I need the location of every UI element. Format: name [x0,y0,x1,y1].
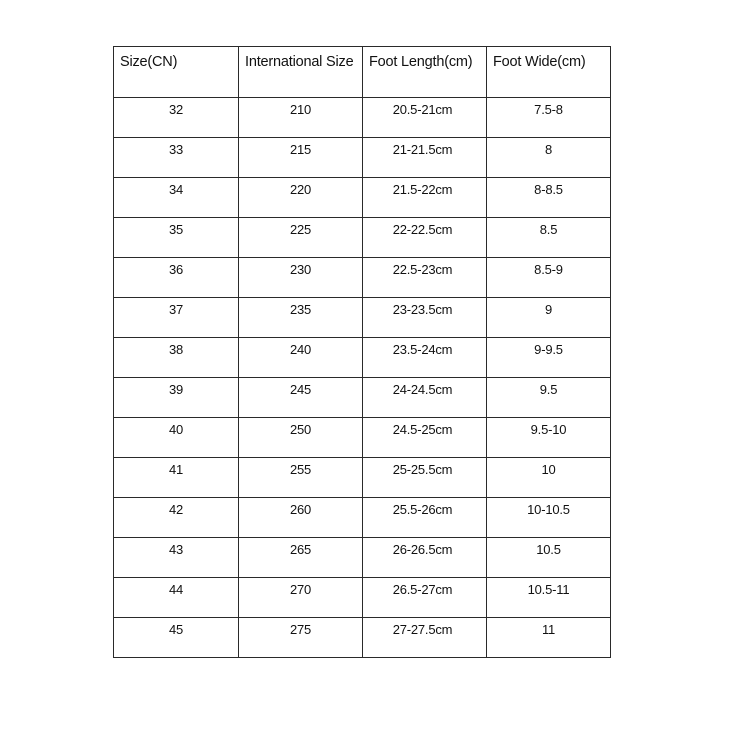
cell-size-cn: 35 [114,218,239,258]
cell-size-cn: 37 [114,298,239,338]
cell-foot-length: 23-23.5cm [363,298,487,338]
table-row [114,218,611,258]
cell-size-cn: 38 [114,338,239,378]
header-foot-wide: Foot Wide(cm) [487,47,611,98]
table-body [114,98,611,658]
cell-international-size: 250 [239,418,363,458]
cell-international-size: 275 [239,618,363,658]
cell-foot-wide: 9 [487,298,611,338]
table-row [114,498,611,538]
cell-size-cn: 32 [114,98,239,138]
cell-foot-length: 26-26.5cm [363,538,487,578]
cell-foot-wide: 10.5 [487,538,611,578]
table-row [114,538,611,578]
cell-international-size: 225 [239,218,363,258]
cell-international-size: 255 [239,458,363,498]
cell-foot-wide: 10.5-11 [487,578,611,618]
cell-foot-length: 21-21.5cm [363,138,487,178]
cell-size-cn: 39 [114,378,239,418]
table-row [114,418,611,458]
table-row [114,378,611,418]
cell-size-cn: 44 [114,578,239,618]
size-chart-table [113,46,611,658]
header-row [114,47,611,98]
header-size-cn: Size(CN) [114,47,239,98]
cell-international-size: 260 [239,498,363,538]
table-row [114,178,611,218]
table-row [114,578,611,618]
cell-foot-wide: 10-10.5 [487,498,611,538]
cell-international-size: 235 [239,298,363,338]
cell-foot-wide: 7.5-8 [487,98,611,138]
cell-international-size: 215 [239,138,363,178]
cell-foot-length: 23.5-24cm [363,338,487,378]
cell-international-size: 220 [239,178,363,218]
cell-international-size: 210 [239,98,363,138]
cell-foot-wide: 9.5 [487,378,611,418]
cell-foot-wide: 9-9.5 [487,338,611,378]
table-row [114,618,611,658]
cell-international-size: 240 [239,338,363,378]
cell-foot-length: 25-25.5cm [363,458,487,498]
cell-foot-length: 22-22.5cm [363,218,487,258]
cell-size-cn: 42 [114,498,239,538]
cell-foot-length: 22.5-23cm [363,258,487,298]
cell-foot-wide: 8.5 [487,218,611,258]
cell-foot-length: 24.5-25cm [363,418,487,458]
cell-size-cn: 34 [114,178,239,218]
table-header [114,47,611,98]
cell-foot-wide: 8 [487,138,611,178]
cell-size-cn: 36 [114,258,239,298]
header-foot-length: Foot Length(cm) [363,47,487,98]
cell-foot-wide: 8.5-9 [487,258,611,298]
cell-size-cn: 43 [114,538,239,578]
cell-international-size: 270 [239,578,363,618]
cell-international-size: 230 [239,258,363,298]
cell-foot-wide: 8-8.5 [487,178,611,218]
table-row [114,338,611,378]
cell-foot-wide: 9.5-10 [487,418,611,458]
cell-foot-length: 20.5-21cm [363,98,487,138]
cell-international-size: 265 [239,538,363,578]
cell-size-cn: 41 [114,458,239,498]
cell-foot-length: 27-27.5cm [363,618,487,658]
cell-foot-length: 24-24.5cm [363,378,487,418]
cell-size-cn: 40 [114,418,239,458]
table-row [114,298,611,338]
table-row [114,458,611,498]
cell-size-cn: 45 [114,618,239,658]
table-row [114,258,611,298]
table-row [114,138,611,178]
cell-international-size: 245 [239,378,363,418]
cell-foot-length: 21.5-22cm [363,178,487,218]
cell-foot-length: 25.5-26cm [363,498,487,538]
header-international-size: International Size [239,47,363,98]
cell-foot-wide: 11 [487,618,611,658]
cell-foot-length: 26.5-27cm [363,578,487,618]
table-row [114,98,611,138]
cell-foot-wide: 10 [487,458,611,498]
cell-size-cn: 33 [114,138,239,178]
